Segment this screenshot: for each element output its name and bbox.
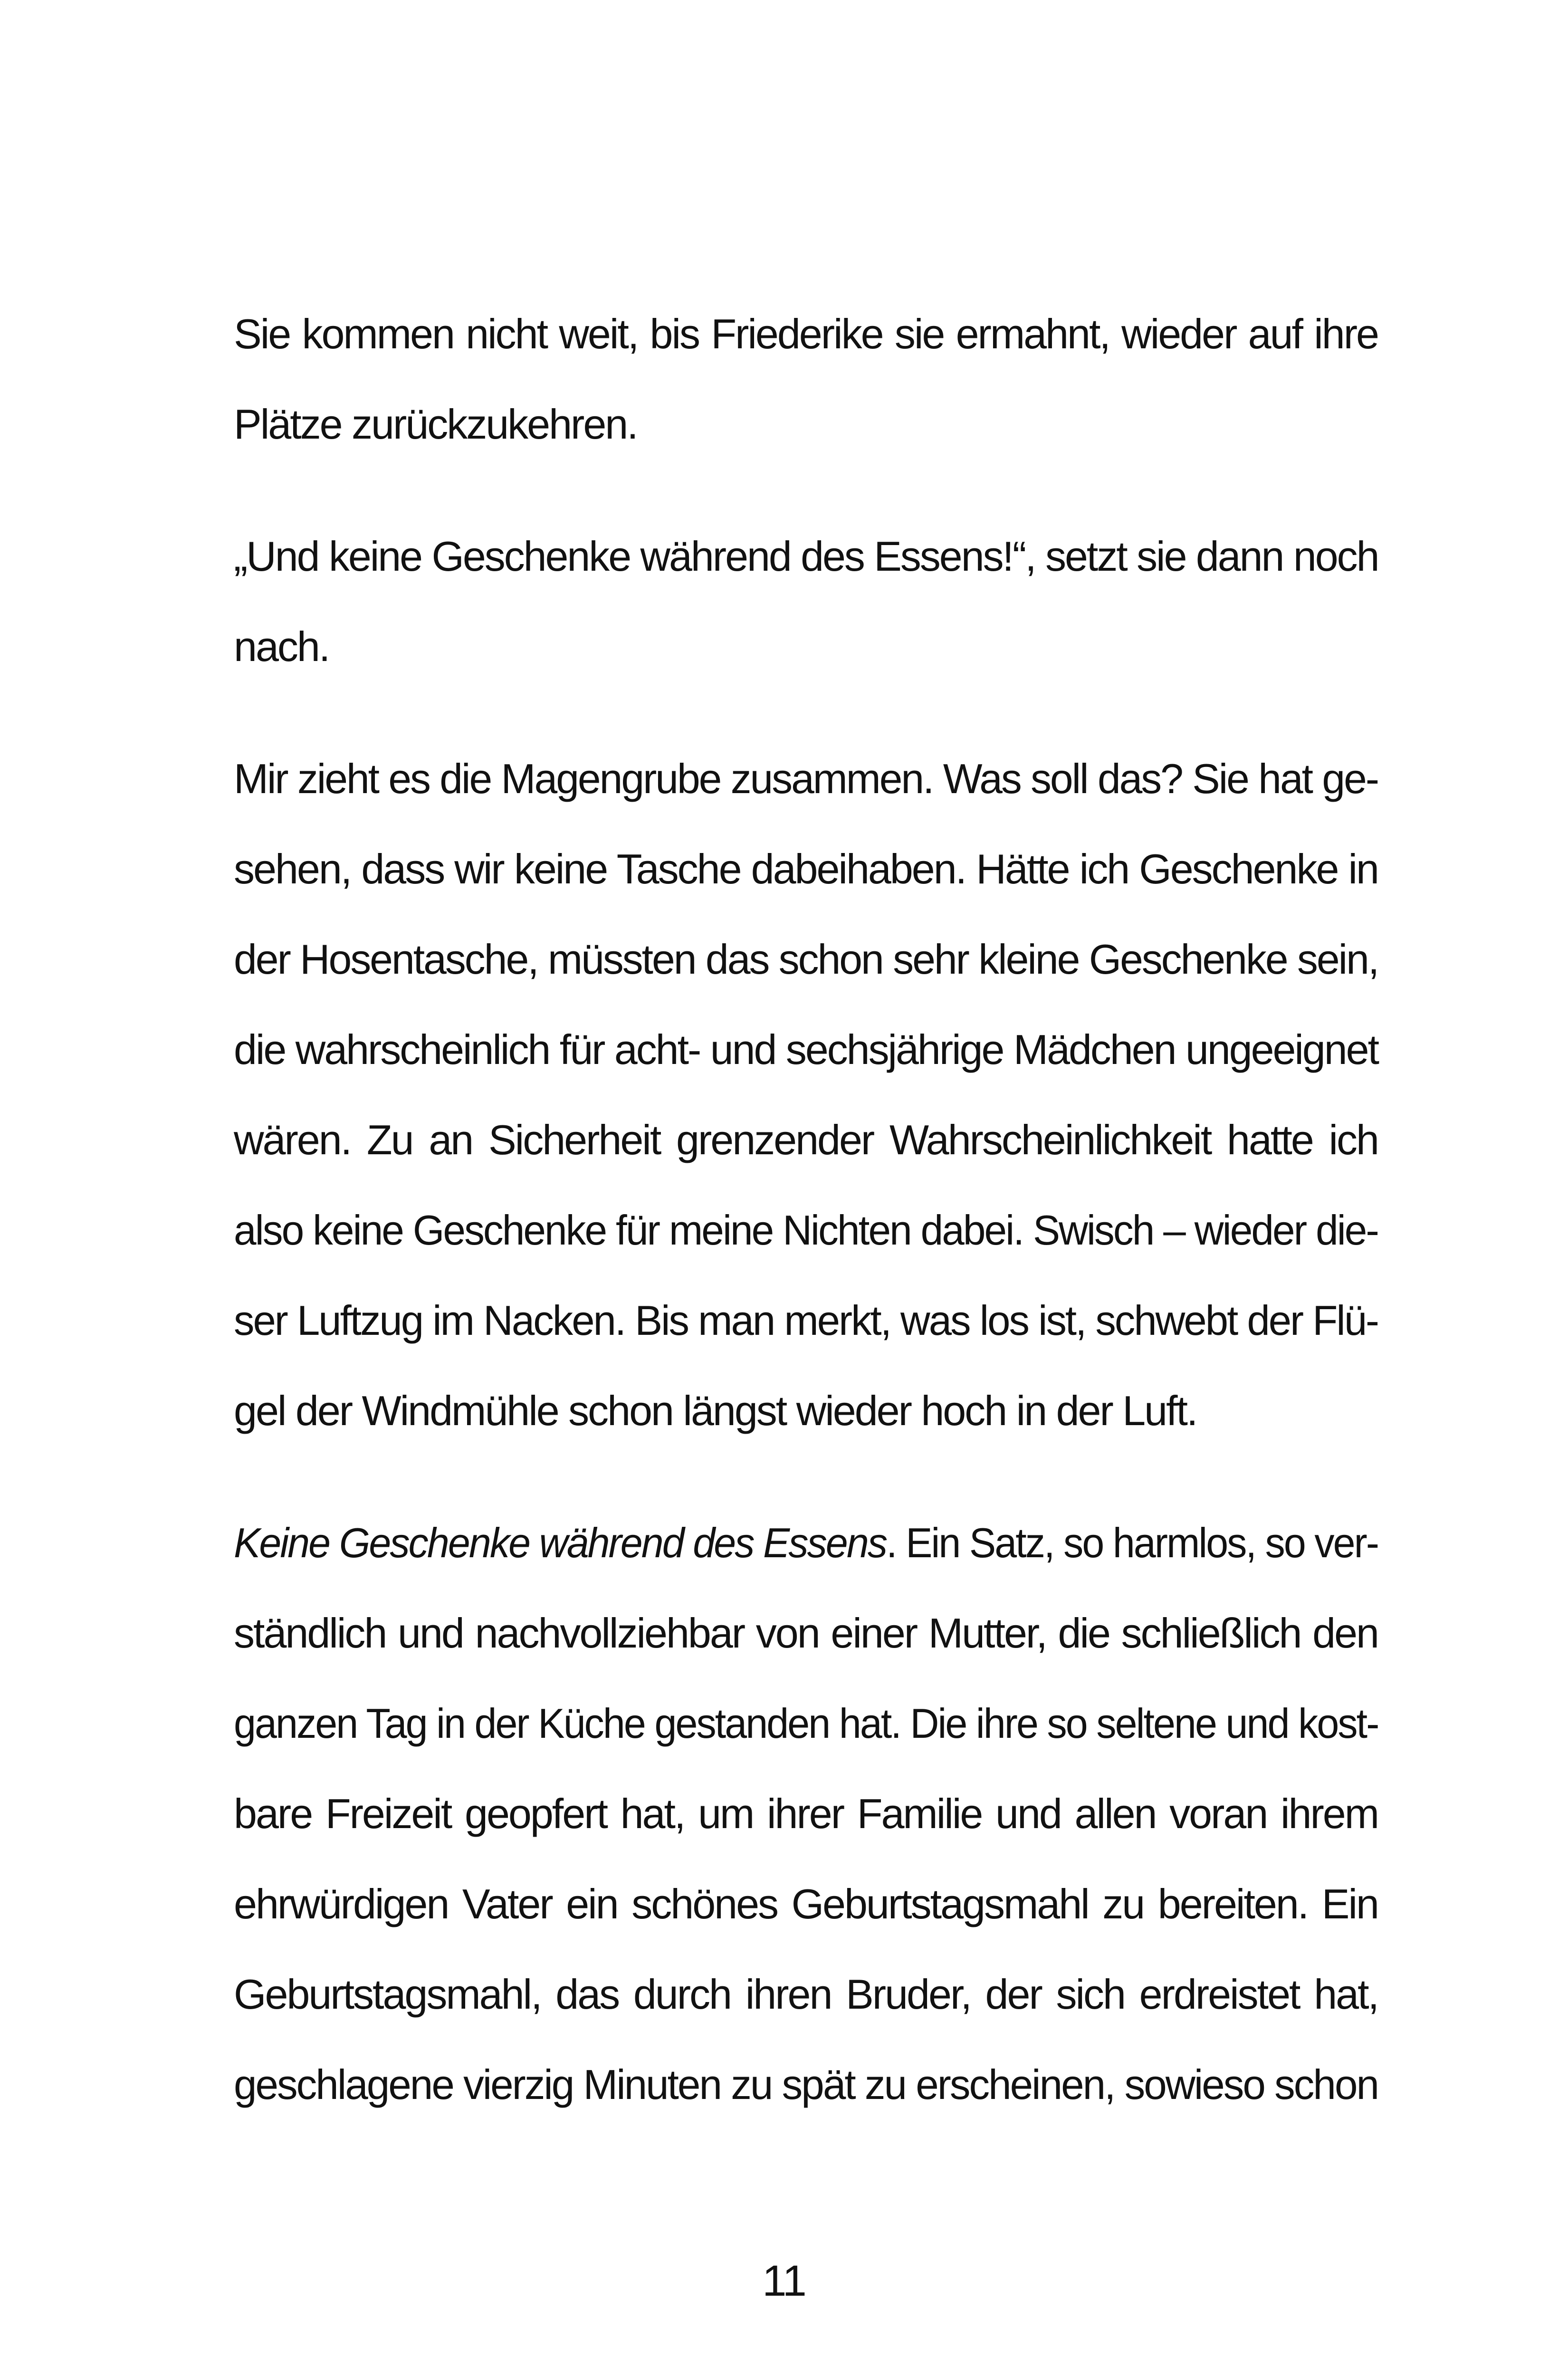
- paragraph-1: [234, 289, 1378, 469]
- text-line: Geburtstagsmahl, das durch ihren Bruder, der sich erdreistet hat,: [234, 1971, 1378, 2018]
- text-line: ganzen Tag in der Küche gestanden hat. Die ihre so seltene und kost-: [234, 1700, 1378, 1747]
- text-line: ständlich und nachvollziehbar von einer Mutter, die schließlich den: [234, 1610, 1378, 1657]
- text-line: Plätze zurückzukehren.: [234, 401, 637, 448]
- paragraph-2: [234, 511, 1378, 692]
- text-line: sehen, dass wir keine Tasche dabeihaben. Hätte ich Geschenke in: [234, 845, 1378, 892]
- text-run: . Ein Satz, so harmlos, so ver-: [886, 1519, 1378, 1566]
- text-line: Mir zieht es die Magengrube zusammen. Was soll das? Sie hat ge-: [234, 755, 1378, 802]
- body-text: [234, 289, 1378, 2172]
- text-line: wären. Zu an Sicherheit grenzender Wahrscheinlichkeit hatte ich: [234, 1116, 1378, 1163]
- italic-quote: Keine Geschenke während des Essens: [234, 1519, 887, 1566]
- text-line: nach.: [234, 623, 329, 670]
- text-line: der Hosentasche, müssten das schon sehr kleine Geschenke sein,: [234, 936, 1378, 983]
- text-line: ehrwürdigen Vater ein schönes Geburtstagsmahl zu bereiten. Ein: [234, 1880, 1378, 1927]
- text-line: geschlagene vierzig Minuten zu spät zu erscheinen, sowieso schon: [234, 2061, 1378, 2108]
- text-line: „Und keine Geschenke während des Essens!“, setzt sie dann noch: [234, 533, 1378, 580]
- text-line: [234, 1498, 1378, 1588]
- text-line: Sie kommen nicht weit, bis Friederike sie ermahnt, wieder auf ihre: [234, 310, 1378, 357]
- paragraph-3: [234, 734, 1378, 1456]
- paragraph-4: [234, 1498, 1378, 2130]
- text-line: die wahrscheinlich für acht- und sechsjährige Mädchen ungeeignet: [234, 1026, 1378, 1073]
- page-number: 11: [762, 2257, 806, 2305]
- text-line: also keine Geschenke für meine Nichten dabei. Swisch – wieder die-: [234, 1207, 1378, 1254]
- text-line: gel der Windmühle schon längst wieder hoch in der Luft.: [234, 1387, 1197, 1434]
- text-line: ser Luftzug im Nacken. Bis man merkt, was los ist, schwebt der Flü-: [234, 1297, 1378, 1344]
- text-line: bare Freizeit geopfert hat, um ihrer Familie und allen voran ihrem: [234, 1790, 1378, 1837]
